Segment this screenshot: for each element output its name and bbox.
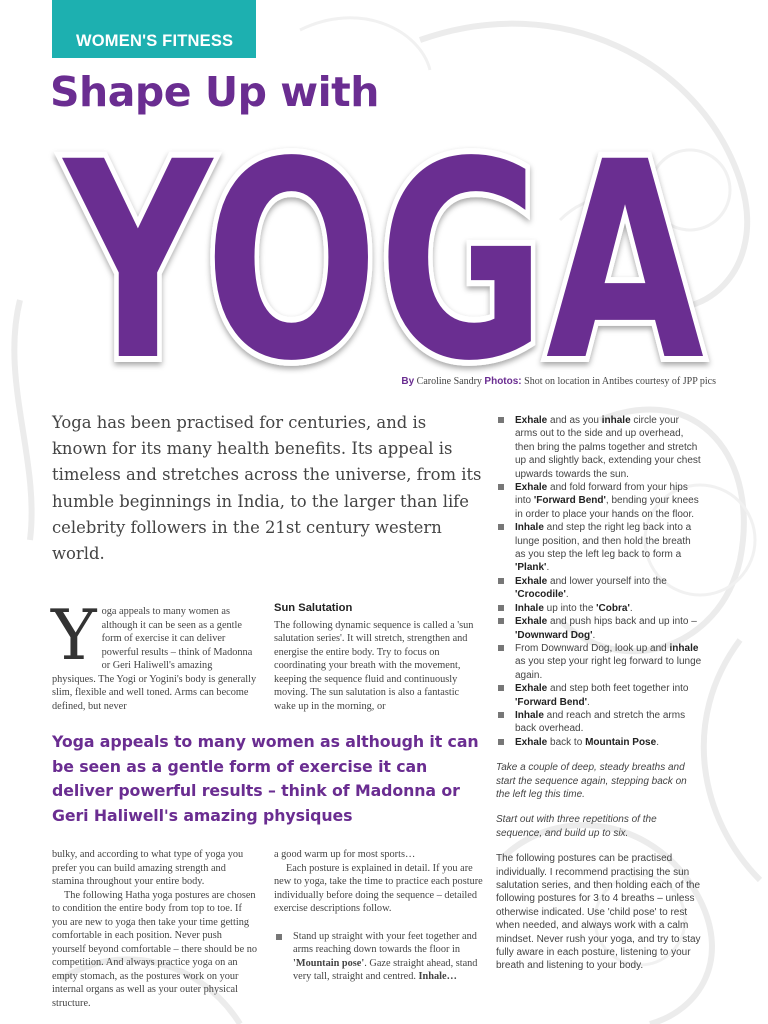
article-column-d xyxy=(274,848,484,984)
intro-paragraph: Yoga has been practised for centuries, and is known for its many health benefits. Its appeal is timeless and stretches across the universe, from its humble beginnings in India, to the larger than life celebrity followers in the 21st century western world. xyxy=(52,413,482,564)
list-item: Inhale and reach and stretch the arms back overhead. xyxy=(496,709,702,736)
article-column-b xyxy=(274,602,480,713)
column-c-paragraph-2: The following Hatha yoga postures are chosen to condition the entire body from top to toe. If you are new to yoga then take your time getting comfortable in each position. Never push yourself beyond comfortable – there should be no competition. And always practice yoga on an empty stomach, as the postures work on your internal organs as well as your outer physical structure. xyxy=(52,889,258,1009)
list-item: Exhale and fold forward from your hips into 'Forward Bend', bending your knees in order to place your hands on the floor. xyxy=(496,481,702,521)
sun-salutation-heading: Sun Salutation xyxy=(274,602,353,614)
headline-line1: Shape Up with xyxy=(50,68,379,116)
list-item: Inhale and step the right leg back into a lunge position, and then hold the breath as you step the left leg back to form a 'Plank'. xyxy=(496,521,702,575)
column-d-paragraph-1: a good warm up for most sports… xyxy=(274,849,416,860)
byline-photos-label: Photos: xyxy=(484,376,522,387)
list-item: Exhale and lower yourself into the 'Crocodile'. xyxy=(496,575,702,602)
column-d-paragraph-2: Each posture is explained in detail. If you are new to yoga, take the time to practice each posture individually before doing the sequence – detailed exercise descriptions follow. xyxy=(274,862,483,914)
sun-salutation-steps xyxy=(496,414,702,749)
section-label: WOMEN'S FITNESS xyxy=(76,32,234,50)
byline-by-label: By xyxy=(401,376,415,387)
headline-yoga-graphic xyxy=(0,118,768,380)
byline-photos-credit: Shot on location in Antibes courtesy of JPP pics xyxy=(524,376,716,387)
list-item: Exhale and step both feet together into 'Forward Bend'. xyxy=(496,682,702,709)
list-item: Exhale back to Mountain Pose. xyxy=(496,736,702,749)
byline-author: Caroline Sandry xyxy=(416,376,482,387)
list-item: From Downward Dog, look up and inhale as you step your right leg forward to lunge again. xyxy=(496,642,702,682)
repeat-note: Take a couple of deep, steady breaths and start the sequence again, stepping back on the left leg this time. xyxy=(496,762,687,800)
closing-paragraph: The following postures can be practised individually. I recommend practising the sun salutation series, and then holding each of the following postures for 3 to 4 breaths – unless otherwise indicated. Use 'child pose' to rest when needed, and always work with a calm mindset. Never rush your yoga, and try to stay fully aware in each posture, listening to your breath and listening to your body. xyxy=(496,853,701,972)
article-column-c xyxy=(52,848,258,1010)
article-column-a xyxy=(51,596,258,713)
drop-cap: Y xyxy=(51,596,97,676)
list-item: Inhale up into the 'Cobra'. xyxy=(496,602,702,615)
list-item: Stand up straight with your feet together and arms reaching down towards the floor in 'Mountain pose'. Gaze straight ahead, stand very tall, straight and centred. Inhale… xyxy=(274,930,484,984)
step-list-start xyxy=(274,930,484,984)
pull-quote: Yoga appeals to many women as although it can be seen as a gentle form of exercise it can deliver powerful results – think of Madonna or Geri Haliwell's amazing physiques xyxy=(52,732,479,825)
column-a-text: oga appeals to many women as although it can be seen as a gentle form of exercise it can deliver powerful results – think of Madonna or Geri Haliwell's amazing physiques. The Yogi or Yogini's body is generally slim, flexible and well toned. Arms can become defined, but never xyxy=(52,606,257,712)
headline-yoga-text: YOGA xyxy=(60,118,706,380)
byline xyxy=(401,376,716,387)
column-c-paragraph-1: bulky, and according to what type of yoga you prefer you can build amazing strength and stamina throughout your entire body. xyxy=(52,849,244,887)
column-b-text: The following dynamic sequence is called a 'sun salutation series'. It will stretch, strengthen and energise the entire body. Try to focus on coordinating your breath with the movement, keeping the sequence fluid and continuously moving. The sun salutation is also a fantastic wake up in the morning, or xyxy=(274,619,474,712)
section-tab xyxy=(52,0,256,58)
repetitions-note: Start out with three repetitions of the sequence, and build up to six. xyxy=(496,814,657,839)
list-item: Exhale and push hips back and up into – 'Downward Dog'. xyxy=(496,615,702,642)
article-column-e xyxy=(496,414,702,973)
list-item: Exhale and as you inhale circle your arms out to the side and up overhead, then bring the palms together and stretch up and slightly back, extending your chest upwards towards the sun. xyxy=(496,414,702,481)
